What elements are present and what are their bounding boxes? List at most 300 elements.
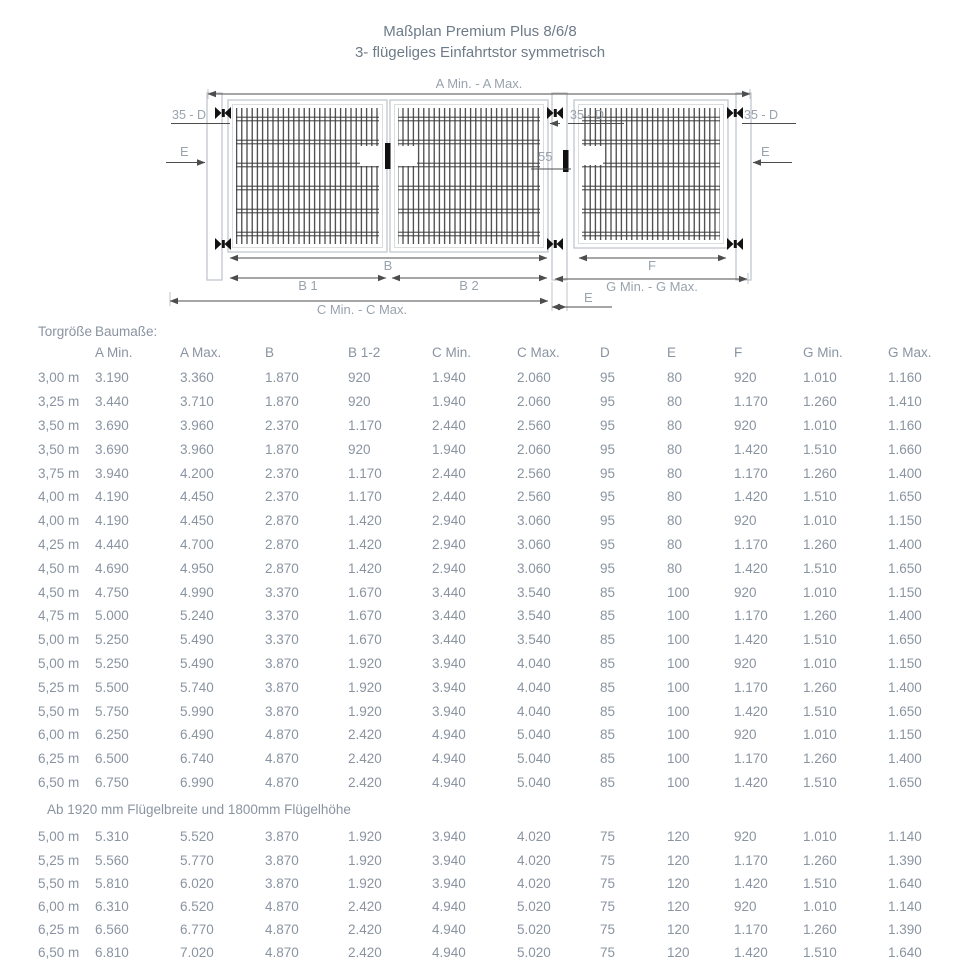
table-row (38, 895, 960, 918)
table-cell: 80 (667, 465, 683, 481)
table-cell: 1.170 (734, 608, 768, 624)
table-row (38, 675, 960, 699)
table-cell: 1.260 (803, 751, 837, 767)
table-cell: 1.150 (888, 727, 922, 743)
table-cell: 4.450 (180, 489, 214, 505)
table-cell: 100 (667, 655, 690, 671)
table-cell: 1.010 (803, 727, 837, 743)
middle-post (552, 93, 567, 280)
table-cell: 1.510 (803, 441, 837, 457)
table-cell: 1.870 (265, 370, 299, 386)
table-cell: 3.940 (432, 703, 466, 719)
col-header: F (734, 345, 743, 360)
table-cell: 2.940 (432, 560, 466, 576)
table-cell: 4.690 (95, 560, 129, 576)
table-cell: 1.420 (348, 513, 382, 529)
table-cell: 5.770 (180, 852, 214, 868)
table-cell: 120 (667, 875, 690, 891)
table-cell: 6.250 (95, 727, 129, 743)
table-row (38, 533, 960, 557)
table-cell: 4.940 (432, 727, 466, 743)
table-cell: 95 (600, 441, 616, 457)
table-cell: 85 (600, 679, 616, 695)
table-cell: 2.940 (432, 536, 466, 552)
table-cell: 1.640 (888, 945, 922, 961)
gate-leaf-middle (390, 100, 548, 252)
table-cell: 4.870 (265, 899, 299, 914)
table-cell: 1.140 (888, 899, 922, 914)
table-cell: 3.870 (265, 703, 299, 719)
table-cell: 2.420 (348, 751, 382, 767)
table-cell: 100 (667, 727, 690, 743)
table-cell: 6,00 m (38, 727, 80, 743)
table-cell: 3.940 (432, 875, 466, 891)
table-cell: 75 (600, 899, 616, 914)
table-cell: 3,25 m (38, 394, 80, 410)
table-cell: 1.420 (734, 774, 768, 790)
table-cell: 4,50 m (38, 584, 80, 600)
table-cell: 3.540 (517, 632, 551, 648)
gate-diagram (0, 70, 960, 325)
table-cell: 1.010 (803, 899, 837, 914)
table-cell: 100 (667, 751, 690, 767)
table-cell: 75 (600, 922, 616, 938)
table-cell: 1.940 (432, 394, 466, 410)
table-cell: 4.190 (95, 489, 129, 505)
table-row (38, 485, 960, 509)
table-cell: 920 (348, 441, 371, 457)
table-cell: 80 (667, 370, 683, 386)
table-cell: 1.650 (888, 632, 922, 648)
label-c-span: C Min. - C Max. (316, 302, 408, 317)
table-cell: 3.540 (517, 584, 551, 600)
table-cell: 4.940 (432, 774, 466, 790)
table-cell: 2.370 (265, 417, 299, 433)
table-cell: 1.650 (888, 703, 922, 719)
table-cell: 1.670 (348, 584, 382, 600)
table-cell: 1.940 (432, 441, 466, 457)
table-cell: 5.310 (95, 829, 129, 845)
table-cell: 5.040 (517, 774, 551, 790)
table-cell: 920 (734, 584, 757, 600)
table-cell: 80 (667, 441, 683, 457)
label-d-left: 35 - D (172, 108, 207, 122)
table-cell: 85 (600, 703, 616, 719)
table-cell: 1.170 (734, 751, 768, 767)
table-row (38, 723, 960, 747)
table-cell: 1.920 (348, 655, 382, 671)
table-cell: 1.640 (888, 875, 922, 891)
table-cell: 2.060 (517, 441, 551, 457)
table-cell: 1.010 (803, 655, 837, 671)
table-cell: 4.990 (180, 584, 214, 600)
table-cell: 95 (600, 489, 616, 505)
table-cell: 1.870 (265, 441, 299, 457)
table-cell: 4.200 (180, 465, 214, 481)
table-cell: 5.520 (180, 829, 214, 845)
table-group-header (38, 322, 960, 341)
table-cell: 3.960 (180, 417, 214, 433)
table-cell: 3.540 (517, 608, 551, 624)
table-cell: 3.440 (95, 394, 129, 410)
table-cell: 1.660 (888, 441, 922, 457)
gate-leaves (228, 100, 728, 252)
table-cell: 5.020 (517, 899, 551, 914)
table-cell: 2.370 (265, 489, 299, 505)
table-cell: 920 (734, 370, 757, 386)
table-cell: 75 (600, 945, 616, 961)
table-cell: 2.940 (432, 513, 466, 529)
table-cell: 5.040 (517, 751, 551, 767)
table-cell: 4.750 (95, 584, 129, 600)
table-cell: 95 (600, 560, 616, 576)
table-cell: 1.010 (803, 584, 837, 600)
table-cell: 920 (734, 655, 757, 671)
page-title (0, 21, 960, 63)
table-row (38, 747, 960, 771)
table-cell: 920 (734, 829, 757, 845)
table-cell: 2.420 (348, 899, 382, 914)
table-cell: 95 (600, 536, 616, 552)
table-cell: 2.060 (517, 370, 551, 386)
table-cell: 1.420 (734, 489, 768, 505)
table-cell: 3.690 (95, 417, 129, 433)
table-row (38, 461, 960, 485)
table-cell: 4.040 (517, 703, 551, 719)
table-cell: 2.560 (517, 465, 551, 481)
table-note: Ab 1920 mm Flügelbreite und 1800mm Flügelhöhe (47, 802, 351, 818)
table-cell: 100 (667, 584, 690, 600)
table-cell: 1.420 (734, 560, 768, 576)
table-cell: 4.020 (517, 829, 551, 845)
table-cell: 75 (600, 829, 616, 845)
table-cell: 2.420 (348, 922, 382, 938)
table-cell: 1.510 (803, 774, 837, 790)
label-d-right: 35 - D (744, 108, 779, 122)
table-cell: 920 (734, 727, 757, 743)
table-cell: 85 (600, 632, 616, 648)
table-cell: 1.010 (803, 417, 837, 433)
table-cell: 4.020 (517, 852, 551, 868)
table-cell: 5.250 (95, 632, 129, 648)
table-cell: 1.650 (888, 489, 922, 505)
table-cell: 3.440 (432, 608, 466, 624)
table-cell: 1.420 (734, 441, 768, 457)
table-cell: 6.020 (180, 875, 214, 891)
col-header: D (600, 345, 610, 360)
table-cell: 3.940 (432, 852, 466, 868)
table-cell: 3.710 (180, 394, 214, 410)
table-cell: 6,00 m (38, 899, 80, 914)
table-cell: 4.870 (265, 922, 299, 938)
table-cell: 80 (667, 394, 683, 410)
table-cell: 4.940 (432, 945, 466, 961)
table-cell: 3.870 (265, 829, 299, 845)
table-cell: 1.510 (803, 632, 837, 648)
label-55: 55 (538, 149, 553, 164)
table-cell: 80 (667, 560, 683, 576)
table-cell: 5,50 m (38, 875, 80, 891)
label-e-bottom: E (584, 290, 593, 305)
table-cell: 1.420 (348, 560, 382, 576)
table-cell: 3,00 m (38, 370, 80, 386)
table-cell: 95 (600, 394, 616, 410)
table-cell: 75 (600, 875, 616, 891)
table-cell: 1.150 (888, 584, 922, 600)
table-cell: 5,00 m (38, 829, 80, 845)
table-cell: 1.420 (734, 632, 768, 648)
table-cell: 1.010 (803, 513, 837, 529)
table-row (38, 771, 960, 795)
table-row (38, 509, 960, 533)
table-cell: 3.370 (265, 632, 299, 648)
col-header: A Max. (180, 345, 222, 360)
dimension-table (38, 322, 960, 964)
table-cell: 1.010 (803, 829, 837, 845)
table-cell: 1.170 (734, 465, 768, 481)
table-cell: 1.420 (734, 875, 768, 891)
table-cell: 100 (667, 608, 690, 624)
table-cell: 3.960 (180, 441, 214, 457)
table-cell: 2.870 (265, 513, 299, 529)
table-cell: 4,00 m (38, 513, 80, 529)
title-line2: 3- flügeliges Einfahrtstor symmetrisch (354, 44, 606, 61)
table-cell: 920 (734, 899, 757, 914)
col-header: C Min. (432, 345, 472, 360)
table-cell: 1.920 (348, 875, 382, 891)
table-cell: 1.170 (734, 922, 768, 938)
table-cell: 2.870 (265, 560, 299, 576)
table-cell: 1.650 (888, 774, 922, 790)
table-cell: 1.870 (265, 394, 299, 410)
table-cell: 2.060 (517, 394, 551, 410)
table-cell: 2.440 (432, 417, 466, 433)
table-cell: 3.870 (265, 655, 299, 671)
table-cell: 2.420 (348, 774, 382, 790)
label-b: B (383, 258, 393, 273)
table-cell: 1.390 (888, 922, 922, 938)
label-b2: B 2 (459, 278, 479, 293)
table-cell: 5,00 m (38, 632, 80, 648)
table-cell: 2.420 (348, 945, 382, 961)
table-cell: 6.560 (95, 922, 129, 938)
table-cell: 6.520 (180, 899, 214, 914)
baumasse-label: Baumaße: (95, 324, 158, 339)
table-cell: 5,00 m (38, 655, 80, 671)
table-row (38, 437, 960, 461)
label-g-span: G Min. - G Max. (606, 279, 698, 294)
table-cell: 2.560 (517, 417, 551, 433)
table-cell: 1.920 (348, 829, 382, 845)
table-cell: 5.560 (95, 852, 129, 868)
table-cell: 5.490 (180, 632, 214, 648)
label-a-span: A Min. - A Max. (435, 76, 523, 91)
table-cell: 6.770 (180, 922, 214, 938)
table-cell: 85 (600, 774, 616, 790)
table-cell: 1.400 (888, 751, 922, 767)
label-e-right: E (761, 144, 770, 159)
col-header: G Max. (888, 345, 932, 360)
table-cell: 80 (667, 417, 683, 433)
table-cell: 3.440 (432, 632, 466, 648)
table-row (38, 699, 960, 723)
table-cell: 120 (667, 899, 690, 914)
table-body-large-wings (38, 825, 960, 964)
table-cell: 80 (667, 513, 683, 529)
table-cell: 5.020 (517, 922, 551, 938)
table-row (38, 918, 960, 941)
table-cell: 920 (348, 394, 371, 410)
table-cell: 3.190 (95, 370, 129, 386)
table-cell: 1.150 (888, 655, 922, 671)
table-cell: 4,25 m (38, 536, 80, 552)
table-cell: 1.170 (734, 852, 768, 868)
table-cell: 4.040 (517, 679, 551, 695)
table-cell: 1.400 (888, 536, 922, 552)
table-cell: 5.000 (95, 608, 129, 624)
table-column-headers (38, 341, 960, 364)
table-cell: 1.400 (888, 608, 922, 624)
table-cell: 95 (600, 465, 616, 481)
table-cell: 3.360 (180, 370, 214, 386)
table-row (38, 872, 960, 895)
table-cell: 4.870 (265, 945, 299, 961)
table-cell: 120 (667, 829, 690, 845)
table-cell: 1.510 (803, 560, 837, 576)
table-cell: 3.440 (432, 584, 466, 600)
table-cell: 1.420 (348, 536, 382, 552)
table-cell: 4.870 (265, 774, 299, 790)
table-cell: 1.410 (888, 394, 922, 410)
table-cell: 120 (667, 945, 690, 961)
left-post (207, 93, 222, 280)
table-cell: 1.940 (432, 370, 466, 386)
table-cell: 5.490 (180, 655, 214, 671)
table-cell: 1.420 (734, 703, 768, 719)
table-row (38, 652, 960, 676)
col-header: C Max. (517, 345, 560, 360)
table-cell: 1.510 (803, 489, 837, 505)
table-cell: 1.920 (348, 703, 382, 719)
col-torgroesse-label: Torgröße (38, 324, 93, 339)
table-cell: 4.940 (432, 922, 466, 938)
gate-handle (385, 143, 391, 169)
table-cell: 920 (734, 513, 757, 529)
table-cell: 5.250 (95, 655, 129, 671)
table-cell: 85 (600, 608, 616, 624)
col-header: G Min. (803, 345, 843, 360)
table-cell: 1.260 (803, 465, 837, 481)
table-cell: 4.940 (432, 899, 466, 914)
table-cell: 6,50 m (38, 774, 80, 790)
table-cell: 2.440 (432, 489, 466, 505)
table-cell: 3,50 m (38, 417, 80, 433)
table-cell: 7.020 (180, 945, 214, 961)
table-cell: 3.940 (432, 655, 466, 671)
table-cell: 4.940 (432, 751, 466, 767)
table-cell: 2.370 (265, 465, 299, 481)
table-cell: 4.700 (180, 536, 214, 552)
table-cell: 2.560 (517, 489, 551, 505)
table-cell: 1.260 (803, 608, 837, 624)
table-cell: 4.450 (180, 513, 214, 529)
table-cell: 1.260 (803, 852, 837, 868)
table-cell: 85 (600, 655, 616, 671)
table-cell: 1.170 (348, 489, 382, 505)
table-cell: 1.400 (888, 465, 922, 481)
table-cell: 95 (600, 513, 616, 529)
table-cell: 1.160 (888, 370, 922, 386)
table-cell: 4.440 (95, 536, 129, 552)
table-cell: 75 (600, 852, 616, 868)
table-cell: 4.870 (265, 751, 299, 767)
table-cell: 4,00 m (38, 489, 80, 505)
table-row (38, 825, 960, 848)
table-cell: 1.170 (734, 536, 768, 552)
table-cell: 1.170 (348, 465, 382, 481)
table-cell: 100 (667, 703, 690, 719)
table-cell: 1.400 (888, 679, 922, 695)
col-header: B 1-2 (348, 345, 381, 360)
table-cell: 1.510 (803, 945, 837, 961)
table-cell: 3.370 (265, 584, 299, 600)
table-cell: 3.940 (432, 829, 466, 845)
table-cell: 3.940 (432, 679, 466, 695)
table-cell: 920 (734, 417, 757, 433)
table-row (38, 390, 960, 414)
table-cell: 85 (600, 727, 616, 743)
table-cell: 5,25 m (38, 679, 80, 695)
table-cell: 5.040 (517, 727, 551, 743)
table-cell: 6,50 m (38, 945, 80, 961)
table-row (38, 580, 960, 604)
table-cell: 4.020 (517, 875, 551, 891)
table-cell: 1.260 (803, 922, 837, 938)
table-cell: 120 (667, 922, 690, 938)
table-cell: 2.870 (265, 536, 299, 552)
table-cell: 1.170 (734, 394, 768, 410)
table-cell: 920 (348, 370, 371, 386)
table-cell: 6.750 (95, 774, 129, 790)
table-cell: 4,75 m (38, 608, 80, 624)
table-cell: 6.990 (180, 774, 214, 790)
table-cell: 1.170 (734, 679, 768, 695)
table-cell: 85 (600, 751, 616, 767)
table-cell: 4.190 (95, 513, 129, 529)
gate-leaf-right (574, 100, 728, 248)
table-cell: 5.740 (180, 679, 214, 695)
table-row (38, 414, 960, 438)
table-cell: 1.170 (348, 417, 382, 433)
table-cell: 85 (600, 584, 616, 600)
table-cell: 1.010 (803, 370, 837, 386)
table-cell: 1.390 (888, 852, 922, 868)
title-line1: Maßplan Premium Plus 8/6/8 (383, 23, 577, 40)
table-cell: 3.060 (517, 560, 551, 576)
table-cell: 3.370 (265, 608, 299, 624)
table-cell: 1.140 (888, 829, 922, 845)
table-cell: 4.950 (180, 560, 214, 576)
label-e-left: E (180, 144, 189, 159)
table-cell: 4.870 (265, 727, 299, 743)
table-row (38, 849, 960, 872)
table-cell: 3,50 m (38, 441, 80, 457)
gate-leaf-left (228, 100, 387, 252)
table-cell: 1.260 (803, 394, 837, 410)
table-cell: 1.920 (348, 679, 382, 695)
table-cell: 5.810 (95, 875, 129, 891)
table-cell: 1.670 (348, 632, 382, 648)
